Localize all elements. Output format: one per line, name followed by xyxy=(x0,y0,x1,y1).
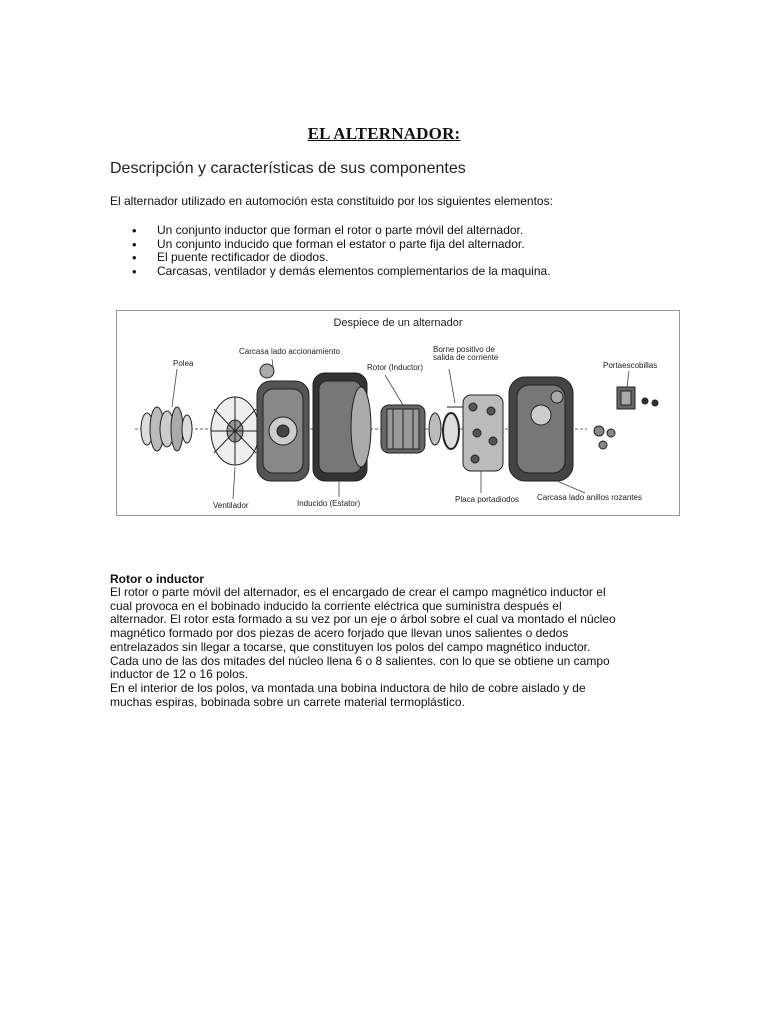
label-inducido: Inducido (Estator) xyxy=(297,499,361,508)
intro-paragraph: El alternador utilizado en automoción esta constituido por los siguientes elementos: xyxy=(110,194,553,208)
paragraph-line: entrelazados sin llegar a tocarse, que constituyen los polos del campo magnético inductor. xyxy=(110,639,591,654)
section-title-rotor: Rotor o inductor xyxy=(110,572,204,586)
list-item: • Un conjunto inducido que forman el estator o parte fija del alternador. xyxy=(110,238,551,252)
label-ventilador: Ventilador xyxy=(213,501,249,510)
components-list xyxy=(110,224,551,278)
slip-ring-housing-shape xyxy=(509,377,573,481)
figure-title: Despiece de un alternador xyxy=(333,317,463,329)
label-portaescobillas: Portaescobillas xyxy=(603,361,658,370)
list-item: • El puente rectificador de diodos. xyxy=(110,251,551,265)
list-item: • Carcasas, ventilador y demás elementos complementarios de la maquina. xyxy=(110,265,551,279)
paragraph-line: magnético formado por dos piezas de acero forjado que llevan unos salientes o dedos xyxy=(110,626,569,641)
label-polea: Polea xyxy=(173,359,194,368)
stator-shape xyxy=(313,373,371,481)
label-carcasa-accionamiento: Carcasa lado accionamiento xyxy=(239,347,340,356)
alternator-exploded-diagram xyxy=(116,310,680,516)
paragraph-line: muchas espiras, bobinada sobre un carrete material termoplástico. xyxy=(110,694,465,709)
page-subtitle: Descripción y características de sus componentes xyxy=(110,160,466,177)
paragraph-line: cual provoca en el bobinado inducido la corriente eléctrica que suministra después el xyxy=(110,598,562,613)
brush-holder-shape xyxy=(594,387,658,449)
pulley-shape xyxy=(141,407,192,451)
label-rotor: Rotor (Inductor) xyxy=(367,363,424,372)
paragraph-line: Cada uno de las dos mitades del núcleo llena 6 o 8 salientes. con lo que se obtiene un campo xyxy=(110,653,610,668)
rotor-shape xyxy=(381,405,459,453)
label-carcasa-anillos: Carcasa lado anillos rozantes xyxy=(537,493,642,502)
paragraph-line: En el interior de los polos, va montada una bobina inductora de hilo de cobre aislado y de xyxy=(110,680,586,695)
paragraph-line: alternador. El rotor esta formado a su vez por un eje o árbol sobre el cual va montado el núcleo xyxy=(110,612,616,627)
label-borne-line2: salida de corriente xyxy=(433,353,499,362)
drive-end-housing-shape xyxy=(257,364,309,481)
label-borne-line1: Borne positivo de xyxy=(433,345,495,354)
paragraph-line: El rotor o parte móvil del alternador, es el encargado de crear el campo magnético inductor el xyxy=(110,585,606,599)
section-body-rotor xyxy=(110,586,670,709)
list-item: • Un conjunto inductor que forman el rotor o parte móvil del alternador. xyxy=(110,224,551,238)
label-placa: Placa portadiodos xyxy=(455,495,520,504)
fan-shape xyxy=(211,397,259,465)
page-title: EL ALTERNADOR: xyxy=(307,124,461,143)
exploded-view-drawing xyxy=(117,311,679,515)
paragraph-line: inductor de 12 o 16 polos. xyxy=(110,667,249,682)
